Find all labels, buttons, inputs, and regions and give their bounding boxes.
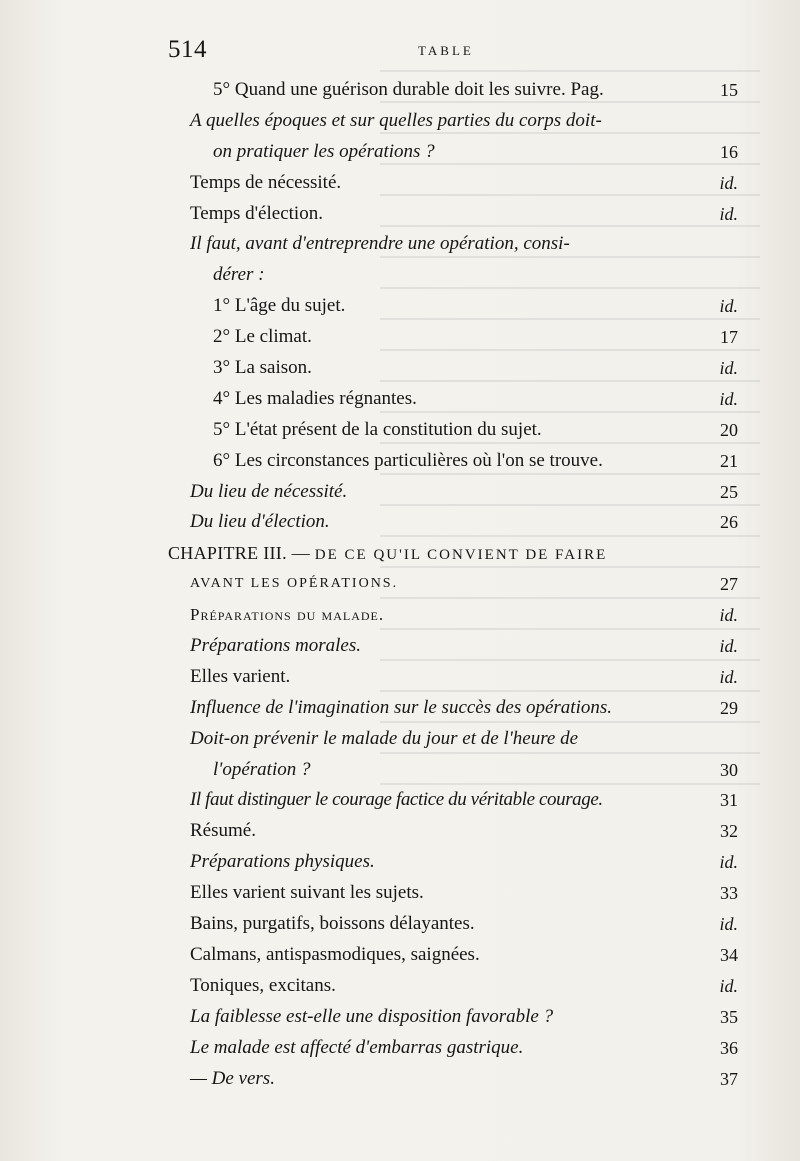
toc-entry-text: Bains, purgatifs, boissons délayantes.: [190, 913, 475, 935]
running-title: TABLE: [418, 43, 474, 58]
toc-entry-page: 36: [720, 1037, 738, 1058]
toc-entry-page: id.: [719, 914, 738, 935]
toc-entry: [0, 1033, 800, 1064]
toc-entry-page: 32: [720, 821, 738, 842]
toc-entry-text: Elles varient.: [190, 665, 291, 687]
toc-entry-text: — De vers.: [190, 1067, 275, 1089]
toc-entry-text: 3° La saison.: [213, 357, 312, 379]
toc-entry-page: id.: [719, 358, 738, 379]
toc-entry: [0, 693, 800, 724]
toc-entry: [0, 724, 800, 755]
toc-entry-text: A quelles époques et sur quelles parties du corps doit-: [190, 109, 602, 131]
toc-entry: [0, 168, 800, 199]
toc-entry-page: 27: [720, 574, 738, 595]
toc-entry-text: Calmans, antispasmodiques, saignées.: [190, 943, 480, 965]
table-of-contents: [0, 75, 800, 1094]
toc-entry-page: 30: [720, 759, 738, 780]
toc-entry: [0, 75, 800, 106]
chapter-number: CHAPITRE III. —: [168, 543, 315, 564]
toc-entry-page: 34: [720, 944, 738, 965]
toc-entry-page: 20: [720, 419, 738, 440]
toc-entry-page: 25: [720, 481, 738, 502]
toc-entry: [0, 847, 800, 878]
toc-entry-page: 37: [720, 1068, 738, 1089]
toc-entry-text: Influence de l'imagination sur le succès des opérations.: [190, 696, 612, 718]
toc-entry: [0, 940, 800, 971]
toc-entry-page: 33: [720, 883, 738, 904]
toc-entry-text: Doit-on prévenir le malade du jour et de l'heure de: [190, 727, 579, 749]
toc-entry-text: Du lieu d'élection.: [190, 511, 330, 533]
toc-entry: [0, 631, 800, 662]
toc-entry-text: AVANT LES OPÉRATIONS.: [190, 576, 399, 592]
toc-entry-text: 4° Les maladies régnantes.: [213, 387, 417, 409]
toc-entry-text: dérer :: [213, 264, 265, 286]
toc-entry-text: 6° Les circonstances particulières où l'on se trouve.: [213, 449, 603, 471]
toc-entry-text: 2° Le climat.: [213, 326, 312, 348]
toc-entry: [0, 199, 800, 230]
toc-entry: [0, 1002, 800, 1033]
toc-entry-text: Il faut distinguer le courage factice du véritable courage.: [190, 789, 603, 811]
toc-entry: [0, 291, 800, 322]
toc-entry: [0, 137, 800, 168]
toc-entry-page: id.: [719, 666, 738, 687]
toc-entry: [0, 106, 800, 137]
toc-entry-text: Temps d'élection.: [190, 202, 323, 224]
toc-entry: [0, 477, 800, 508]
toc-entry: [0, 229, 800, 260]
toc-entry-page: 15: [720, 80, 738, 100]
toc-entry-text: 5° L'état présent de la constitution du sujet.: [213, 418, 542, 440]
toc-entry-page: 17: [720, 327, 738, 348]
toc-entry-page: 26: [720, 512, 738, 533]
toc-entry: [0, 1064, 800, 1095]
toc-entry-page: 35: [720, 1006, 738, 1027]
toc-entry: [0, 755, 800, 786]
toc-entry-page: 31: [720, 790, 738, 811]
toc-entry-text: l'opération ?: [213, 758, 311, 780]
toc-entry: [0, 507, 800, 538]
toc-entry-text: Le malade est affecté d'embarras gastrique.: [190, 1036, 524, 1058]
toc-entry-text: Elles varient suivant les sujets.: [190, 882, 424, 904]
toc-entry-text: on pratiquer les opérations ?: [213, 140, 435, 162]
toc-entry-text: 1° L'âge du sujet.: [213, 295, 346, 317]
toc-entry-text: Résumé.: [190, 820, 256, 842]
toc-entry: [0, 662, 800, 693]
toc-entry: [0, 878, 800, 909]
toc-entry-text: Préparations du malade.: [190, 605, 385, 625]
toc-entry: [0, 909, 800, 940]
toc-entry-text: 5° Quand une guérison durable doit les suivre. Pag.: [213, 79, 604, 100]
toc-entry: [0, 785, 800, 816]
toc-entry-page: 16: [720, 141, 738, 162]
toc-entry-page: id.: [719, 203, 738, 224]
toc-entry: [0, 322, 800, 353]
toc-entry-page: id.: [719, 636, 738, 657]
toc-entry-page: 29: [720, 697, 738, 718]
toc-entry: [0, 415, 800, 446]
toc-entry-page: id.: [719, 388, 738, 409]
chapter-title: DE CE QU'IL CONVIENT DE FAIRE: [314, 547, 608, 564]
toc-entry-text: Il faut, avant d'entreprendre une opération, consi-: [190, 233, 570, 255]
chapter-heading-text: [168, 538, 607, 571]
toc-entry-page: 21: [720, 450, 738, 471]
toc-entry-page: id.: [719, 605, 738, 626]
chapter-heading: [0, 538, 800, 569]
toc-entry: [0, 600, 800, 631]
toc-entry-page: id.: [719, 975, 738, 996]
toc-entry-page: id.: [719, 296, 738, 317]
toc-entry-page: id.: [719, 852, 738, 873]
toc-entry-text: La faiblesse est-elle une disposition favorable ?: [190, 1005, 554, 1027]
toc-entry-page: id.: [719, 172, 738, 193]
toc-entry: [0, 384, 800, 415]
toc-entry: [0, 353, 800, 384]
toc-entry-text: Toniques, excitans.: [190, 974, 336, 996]
chapter-heading-continued: [0, 569, 800, 600]
toc-entry: [0, 446, 800, 477]
toc-entry: [0, 816, 800, 847]
toc-entry-text: Du lieu de nécessité.: [190, 480, 348, 502]
page-number: 514: [168, 36, 207, 63]
page-header: [168, 36, 760, 68]
toc-entry: [0, 260, 800, 291]
toc-entry-text: Temps de nécessité.: [190, 171, 342, 193]
toc-entry-text: Préparations physiques.: [190, 851, 375, 873]
toc-entry: [0, 971, 800, 1002]
toc-entry-text: Préparations morales.: [190, 635, 361, 657]
